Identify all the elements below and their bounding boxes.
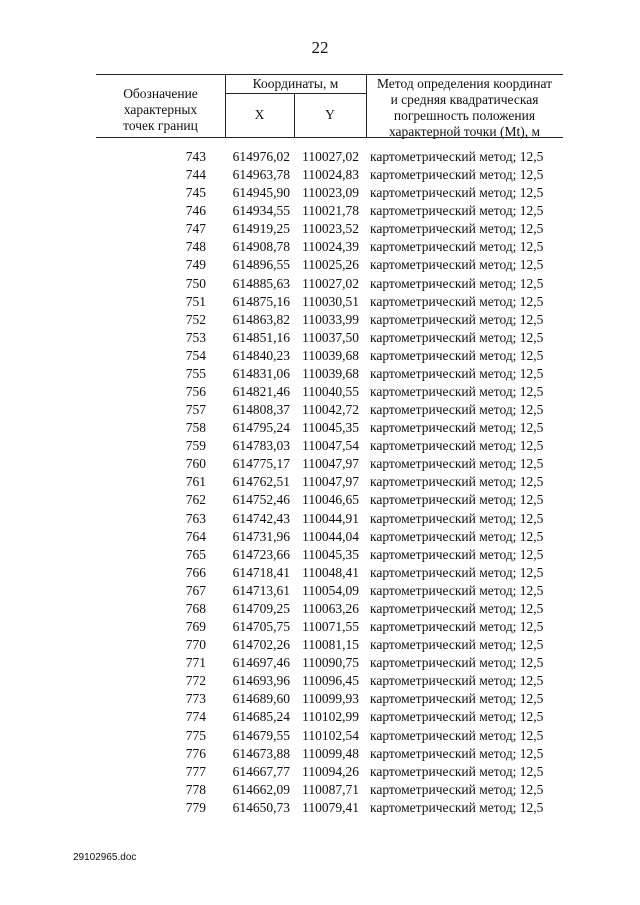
- method-cell: картометрический метод; 12,5: [370, 474, 544, 490]
- table-row: [96, 455, 563, 473]
- point-cell: 759: [185, 438, 206, 454]
- method-cell: картометрический метод; 12,5: [370, 203, 544, 219]
- point-cell: 776: [185, 745, 206, 761]
- point-cell: 778: [185, 781, 206, 797]
- table-row: [96, 618, 563, 636]
- y-cell: 110102,99: [302, 709, 359, 725]
- x-cell: 614840,23: [232, 347, 290, 363]
- y-cell: 110096,45: [302, 673, 359, 689]
- table-row: [96, 238, 563, 256]
- point-cell: 751: [185, 293, 206, 309]
- coordinates-divider: [225, 93, 366, 94]
- point-cell: 763: [185, 510, 206, 526]
- y-cell: 110102,54: [302, 727, 359, 743]
- method-cell: картометрический метод; 12,5: [370, 637, 544, 653]
- x-cell: 614723,66: [232, 546, 290, 562]
- header-x: X: [254, 107, 265, 122]
- y-cell: 110027,02: [302, 275, 359, 291]
- header-method: Метод определения координат и средняя квадратическая погрешность положения характерной точки (Mt), м: [376, 76, 553, 139]
- table-row: [96, 419, 563, 437]
- y-cell: 110099,93: [302, 691, 359, 707]
- method-cell: картометрический метод; 12,5: [370, 655, 544, 671]
- x-cell: 614673,88: [232, 745, 290, 761]
- method-cell: картометрический метод; 12,5: [370, 781, 544, 797]
- method-cell: картометрический метод; 12,5: [370, 799, 544, 815]
- y-cell: 110079,41: [302, 799, 359, 815]
- y-cell: 110090,75: [302, 655, 359, 671]
- table-row: [96, 347, 563, 365]
- y-cell: 110042,72: [302, 402, 359, 418]
- table-row: [96, 745, 563, 763]
- point-cell: 769: [185, 619, 206, 635]
- table-row: [96, 781, 563, 799]
- x-cell: 614851,16: [232, 329, 290, 345]
- method-cell: картометрический метод; 12,5: [370, 420, 544, 436]
- x-cell: 614934,55: [232, 203, 290, 219]
- point-cell: 768: [185, 600, 206, 616]
- y-cell: 110087,71: [302, 781, 359, 797]
- point-cell: 757: [185, 402, 206, 418]
- table-row: [96, 166, 563, 184]
- method-cell: картометрический метод; 12,5: [370, 347, 544, 363]
- point-cell: 758: [185, 420, 206, 436]
- method-cell: картометрический метод; 12,5: [370, 619, 544, 635]
- point-cell: 773: [185, 691, 206, 707]
- y-cell: 110025,26: [302, 257, 359, 273]
- table-row: [96, 727, 563, 745]
- point-cell: 747: [185, 221, 206, 237]
- table-row: [96, 202, 563, 220]
- point-cell: 744: [185, 167, 206, 183]
- header-coordinates: Координаты, м: [252, 76, 339, 91]
- y-cell: 110047,54: [302, 438, 359, 454]
- point-cell: 774: [185, 709, 206, 725]
- y-cell: 110047,97: [302, 474, 359, 490]
- table-row: [96, 383, 563, 401]
- x-cell: 614752,46: [232, 492, 290, 508]
- table-row: [96, 311, 563, 329]
- table-row: [96, 582, 563, 600]
- method-cell: картометрический метод; 12,5: [370, 384, 544, 400]
- method-cell: картометрический метод; 12,5: [370, 582, 544, 598]
- table-row: [96, 220, 563, 238]
- x-cell: 614896,55: [232, 257, 290, 273]
- y-cell: 110081,15: [302, 637, 359, 653]
- method-cell: картометрический метод; 12,5: [370, 167, 544, 183]
- y-cell: 110048,41: [302, 564, 359, 580]
- x-cell: 614702,26: [232, 637, 290, 653]
- point-cell: 771: [185, 655, 206, 671]
- table-row: [96, 184, 563, 202]
- table-row: [96, 708, 563, 726]
- method-cell: картометрический метод; 12,5: [370, 257, 544, 273]
- point-cell: 750: [185, 275, 206, 291]
- method-cell: картометрический метод; 12,5: [370, 528, 544, 544]
- table-row: [96, 510, 563, 528]
- y-cell: 110054,09: [302, 582, 359, 598]
- table-row: [96, 672, 563, 690]
- footer-filename: 29102965.doc: [73, 852, 137, 863]
- x-cell: 614783,03: [232, 438, 290, 454]
- method-cell: картометрический метод; 12,5: [370, 293, 544, 309]
- point-cell: 762: [185, 492, 206, 508]
- point-cell: 760: [185, 456, 206, 472]
- table-row: [96, 437, 563, 455]
- table-row: [96, 275, 563, 293]
- point-cell: 766: [185, 564, 206, 580]
- table-row: [96, 654, 563, 672]
- y-cell: 110046,65: [302, 492, 359, 508]
- page-number: 22: [311, 38, 329, 57]
- x-cell: 614775,17: [232, 456, 290, 472]
- table-row: [96, 473, 563, 491]
- point-cell: 753: [185, 329, 206, 345]
- table-row: [96, 256, 563, 274]
- y-cell: 110023,09: [302, 185, 359, 201]
- y-cell: 110039,68: [302, 365, 359, 381]
- y-cell: 110021,78: [302, 203, 359, 219]
- method-cell: картометрический метод; 12,5: [370, 456, 544, 472]
- method-cell: картометрический метод; 12,5: [370, 365, 544, 381]
- method-cell: картометрический метод; 12,5: [370, 691, 544, 707]
- x-cell: 614731,96: [232, 528, 290, 544]
- y-cell: 110094,26: [302, 763, 359, 779]
- x-cell: 614713,61: [232, 582, 290, 598]
- table-body: [96, 148, 563, 817]
- x-cell: 614662,09: [232, 781, 290, 797]
- x-cell: 614863,82: [232, 311, 290, 327]
- y-cell: 110040,55: [302, 384, 359, 400]
- x-cell: 614976,02: [232, 149, 290, 164]
- table-row: [96, 600, 563, 618]
- method-cell: картометрический метод; 12,5: [370, 311, 544, 327]
- point-cell: 764: [185, 528, 206, 544]
- point-cell: 749: [185, 257, 206, 273]
- method-cell: картометрический метод; 12,5: [370, 492, 544, 508]
- point-cell: 770: [185, 637, 206, 653]
- x-cell: 614718,41: [232, 564, 290, 580]
- x-cell: 614808,37: [232, 402, 290, 418]
- x-cell: 614919,25: [232, 221, 290, 237]
- method-cell: картометрический метод; 12,5: [370, 510, 544, 526]
- table-row: [96, 401, 563, 419]
- x-cell: 614693,96: [232, 673, 290, 689]
- header-designation: Обозначение характерных точек границ: [123, 86, 198, 133]
- point-cell: 748: [185, 239, 206, 255]
- x-cell: 614685,24: [232, 709, 290, 725]
- point-cell: 754: [185, 347, 206, 363]
- point-cell: 761: [185, 474, 206, 490]
- x-cell: 614762,51: [232, 474, 290, 490]
- header-y: Y: [325, 107, 335, 122]
- method-cell: картометрический метод; 12,5: [370, 275, 544, 291]
- y-cell: 110039,68: [302, 347, 359, 363]
- point-cell: 765: [185, 546, 206, 562]
- method-cell: картометрический метод; 12,5: [370, 709, 544, 725]
- y-cell: 110033,99: [302, 311, 359, 327]
- table-row: [96, 546, 563, 564]
- x-cell: 614667,77: [232, 763, 290, 779]
- method-cell: картометрический метод; 12,5: [370, 546, 544, 562]
- point-cell: 767: [185, 582, 206, 598]
- table-row: [96, 799, 563, 817]
- x-cell: 614885,63: [232, 275, 290, 291]
- y-cell: 110045,35: [302, 546, 359, 562]
- x-cell: 614709,25: [232, 600, 290, 616]
- method-cell: картометрический метод; 12,5: [370, 438, 544, 454]
- x-cell: 614742,43: [232, 510, 290, 526]
- point-cell: 755: [185, 365, 206, 381]
- y-cell: 110045,35: [302, 420, 359, 436]
- method-cell: картометрический метод; 12,5: [370, 673, 544, 689]
- method-cell: картометрический метод; 12,5: [370, 600, 544, 616]
- y-cell: 110024,83: [302, 167, 359, 183]
- table-row: [96, 690, 563, 708]
- x-cell: 614821,46: [232, 384, 290, 400]
- y-cell: 110023,52: [302, 221, 359, 237]
- y-cell: 110099,48: [302, 745, 359, 761]
- y-cell: 110027,02: [302, 149, 359, 164]
- point-cell: 745: [185, 185, 206, 201]
- method-cell: картометрический метод; 12,5: [370, 763, 544, 779]
- table-row: [96, 636, 563, 654]
- point-cell: 756: [185, 384, 206, 400]
- method-cell: картометрический метод; 12,5: [370, 727, 544, 743]
- point-cell: 743: [185, 149, 206, 164]
- method-cell: картометрический метод; 12,5: [370, 564, 544, 580]
- point-cell: 779: [185, 799, 206, 815]
- table-row: [96, 528, 563, 546]
- x-cell: 614679,55: [232, 727, 290, 743]
- table-row: [96, 491, 563, 509]
- x-cell: 614963,78: [232, 167, 290, 183]
- y-cell: 110044,91: [302, 510, 359, 526]
- point-cell: 746: [185, 203, 206, 219]
- x-cell: 614705,75: [232, 619, 290, 635]
- x-cell: 614831,06: [232, 365, 290, 381]
- method-cell: картометрический метод; 12,5: [370, 745, 544, 761]
- x-cell: 614875,16: [232, 293, 290, 309]
- table-row: [96, 148, 563, 166]
- x-cell: 614908,78: [232, 239, 290, 255]
- x-cell: 614689,60: [232, 691, 290, 707]
- x-cell: 614795,24: [232, 420, 290, 436]
- point-cell: 777: [185, 763, 206, 779]
- table-row: [96, 293, 563, 311]
- method-cell: картометрический метод; 12,5: [370, 239, 544, 255]
- y-cell: 110071,55: [302, 619, 359, 635]
- y-cell: 110047,97: [302, 456, 359, 472]
- method-cell: картометрический метод; 12,5: [370, 149, 544, 164]
- point-cell: 772: [185, 673, 206, 689]
- table-row: [96, 365, 563, 383]
- y-cell: 110063,26: [302, 600, 359, 616]
- y-cell: 110044,04: [302, 528, 359, 544]
- table-row: [96, 564, 563, 582]
- y-cell: 110030,51: [302, 293, 359, 309]
- method-cell: картометрический метод; 12,5: [370, 329, 544, 345]
- point-cell: 752: [185, 311, 206, 327]
- y-cell: 110037,50: [302, 329, 359, 345]
- y-cell: 110024,39: [302, 239, 359, 255]
- x-cell: 614650,73: [232, 799, 290, 815]
- point-cell: 775: [185, 727, 206, 743]
- table-header: [96, 74, 563, 138]
- method-cell: картометрический метод; 12,5: [370, 402, 544, 418]
- method-cell: картометрический метод; 12,5: [370, 221, 544, 237]
- x-cell: 614945,90: [232, 185, 290, 201]
- method-cell: картометрический метод; 12,5: [370, 185, 544, 201]
- table-row: [96, 329, 563, 347]
- table-row: [96, 763, 563, 781]
- x-cell: 614697,46: [232, 655, 290, 671]
